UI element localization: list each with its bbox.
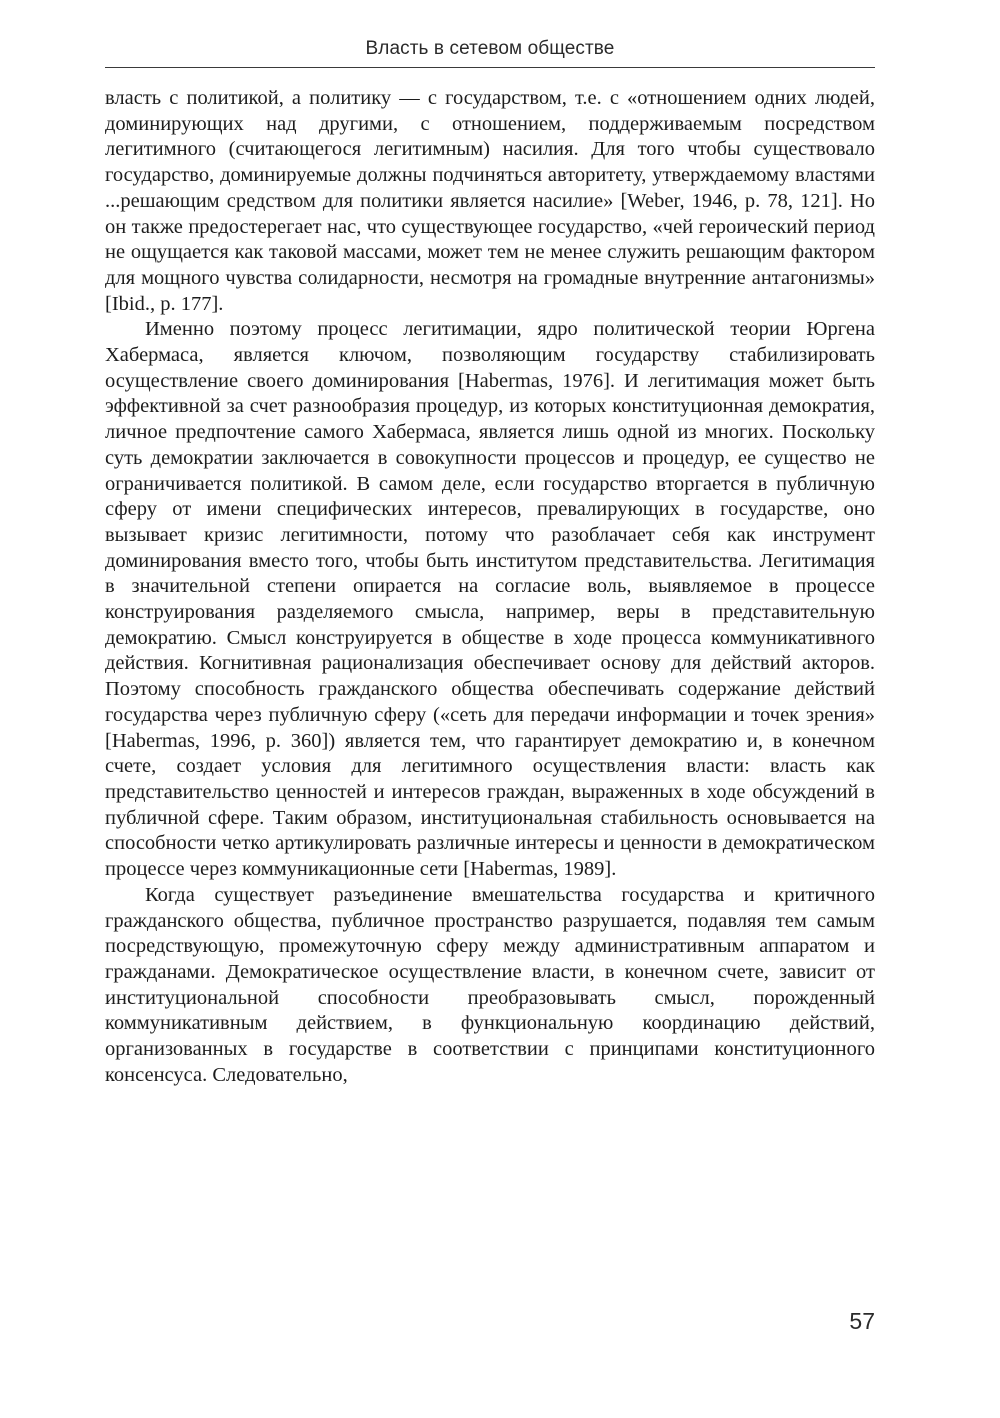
running-header-title: Власть в сетевом обществе [365,38,615,59]
paragraph-public-space: Когда существует разъединение вмешательства государства и критичного гражданского общества, публичное пространство разрушается, подавляя тем самым посредствующую, промежуточную сферу между административным аппаратом и гражданами. Демократическое осуществление власти, в конечном счете, зависит от институциональной способности преобразовывать смысл, порожденный коммуникативным действием, в функциональную координацию действий, организованных в государстве в соответствии с принципами конституционного консенсуса. Следовательно, [105,883,875,1086]
body-text [105,86,875,1088]
header-divider [105,67,875,68]
page-number: 57 [849,1308,875,1334]
paragraph-legitimation: Именно поэтому процесс легитимации, ядро политической теории Юргена Хабермаса, является ключом, позволяющим государству стабилизировать осуществление своего доминирования [Habermas, 1976]. И легитимация может быть эффективной за счет разнообразия процедур, из которых конституционная демократия, личное предпочтение самого Хабермаса, является лишь одной из многих. Поскольку суть демократии заключается в совокупности процессов и процедур, ее существо не ограничивается политикой. В самом деле, если государство вторгается в публичную сферу от имени специфических интересов, превалирующих в государстве, оно вызывает кризис легитимности, потому что разоблачает себя как инструмент доминирования вместо того, чтобы быть институтом представительства. Легитимация в значительной степени опирается на согласие воль, выявляемое в процессе конструирования разделяемого смысла, например, веры в представительную демократию. Смысл конструируется в обществе в ходе процесса коммуникативного действия. Когнитивная рационализация обеспечивает основу для действий акторов. Поэтому способность гражданского общества обеспечивать содержание действий государства через публичную сферу («сеть для передачи информации и точек зрения» [Habermas, 1996, p. 360]) является тем, что гарантирует демократию и, в конечном счете, создает условия для легитимного осуществления власти: власть как представительство ценностей и интересов граждан, выраженных в ходе обсуждений в публичной сфере. Таким образом, институциональная стабильность основывается на способности четко артикулировать различные интересы и ценности в демократическом процессе через коммуникационные сети [Habermas, 1989]. [105,318,875,881]
paragraph-continuation: власть с политикой, а политику — с государством, т.е. с «отношением одних людей, доминирующих над другими, с отношением, поддерживаемым посредством легитимного (считающегося легитимным) насилия. Для того чтобы существовало государство, доминируемые должны подчиняться авторитету, утверждаемому властями ...решающим средством для политики является насилие» [Weber, 1946, p. 78, 121]. Но он также предостерегает нас, что существующее государство, «чей героический период не ощущается как таковой массами, может тем не менее служить решающим фактором для мощного чувства солидарности, несмотря на громадные внутренние антагонизмы» [Ibid., p. 177]. [105,87,875,315]
